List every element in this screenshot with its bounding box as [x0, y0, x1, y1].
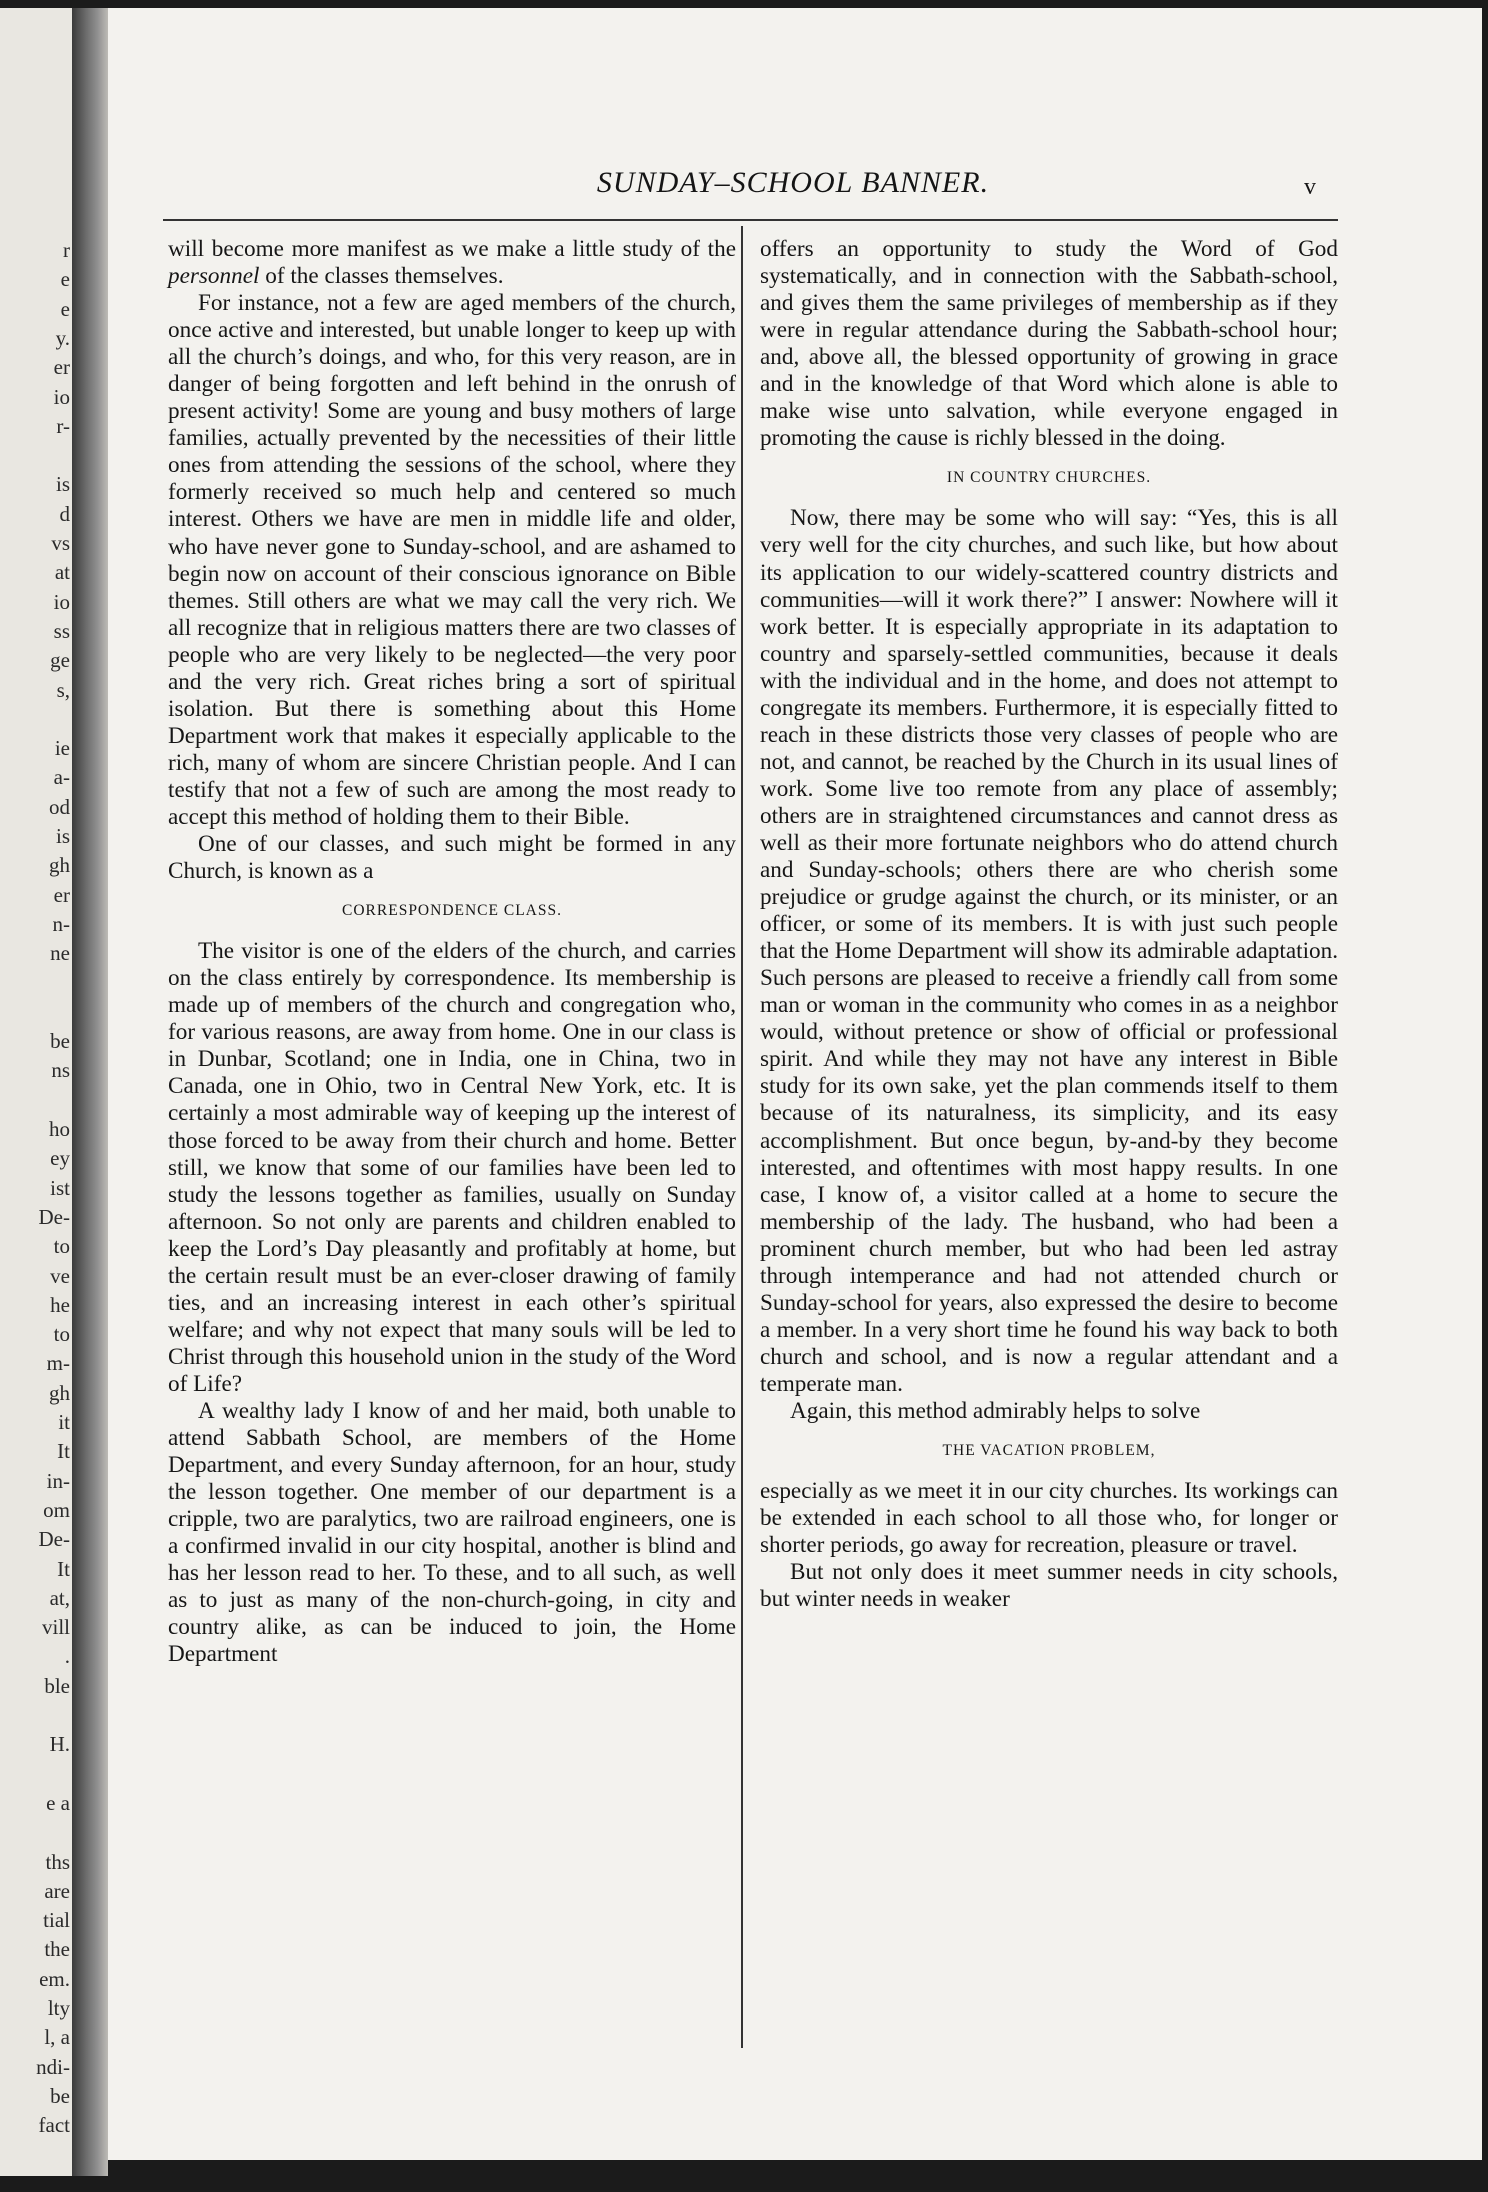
book-gutter [72, 8, 108, 2176]
header-rule [163, 219, 1338, 221]
facing-page-fragment: ve [50, 1263, 70, 1288]
facing-page-fragment: ie [54, 736, 70, 761]
facing-page-fragment: tial [43, 1908, 70, 1933]
page [108, 8, 1482, 2176]
facing-page-fragment: er [53, 355, 70, 380]
left-column [168, 236, 736, 1668]
facing-page-fragment: d [59, 501, 70, 526]
facing-page-fragment: em. [39, 1966, 70, 1991]
facing-page-fragment: om [43, 1497, 70, 1522]
facing-page-fragment: m- [46, 1351, 70, 1376]
section-heading: IN COUNTRY CHURCHES. [946, 469, 1152, 487]
facing-page-fragment: vs [51, 531, 70, 555]
page-title: SUNDAY–SCHOOL BANNER. [596, 166, 990, 199]
paragraph: For instance, not a few are aged members of the church, once active and interested, but unable longer to keep up with all the church’s doings, and who, for this very reason, are in danger of being forgotten and left behind in the onrush of present activity! Some are young and busy mothers of large families, actually prevented by the necessities of their little ones from attending the sessions of the school, where they formerly received so much help and centered so much interest. Others we have are men in middle life and older, who have never gone to Sunday-school, and are ashamed to begin now on account of their conscious ignorance on Bible themes. Still others are what we may call the very rich. We all recognize that in religious matters there are two classes of people who are very likely to be neglected—the very poor and the very rich. Great riches bring a sort of spiritual isolation. But there is something about this Home Department work that makes it especially applicable to the rich, many of whom are sincere Christian people. And I can testify that not a few of such are among the most ready to accept this method of holding them to their Bible. [168, 290, 736, 830]
facing-page-fragment: ns [51, 1058, 70, 1083]
facing-page-fragment: s, [56, 677, 70, 702]
facing-page-fragment: gh [49, 853, 70, 878]
facing-page-fragment: at, [49, 1585, 70, 1610]
facing-page-fragment: is [55, 472, 70, 497]
facing-page-fragment: it [58, 1410, 70, 1434]
facing-page-fragment: r [63, 238, 70, 262]
paragraph: offers an opportunity to study the Word of God systematically, and in connection with the Sabbath-school, and gives them the same privileges of membership as if they were in regular attendance during the Sabbath-school hour; and, above all, the blessed opportunity of growing in grace and in the knowledge of that Word which alone is able to make wise unto salvation, while everyone engaged in promoting the cause is richly blessed in the doing. [760, 236, 1338, 452]
facing-page-fragment: io [53, 589, 70, 614]
facing-page-fragment: he [50, 1292, 70, 1317]
facing-page-fragment: fact [38, 2113, 70, 2138]
right-column [760, 236, 1338, 1613]
facing-page-fragment: er [53, 882, 70, 907]
facing-page-fragment: e [60, 296, 70, 321]
facing-page-fragment: are [44, 1878, 70, 1903]
paragraph [168, 236, 736, 290]
facing-page-fragment: be [50, 2083, 70, 2108]
section-heading: THE VACATION PROBLEM, [942, 1442, 1156, 1460]
paragraph: The visitor is one of the elders of the church, and carries on the class entirely by correspondence. Its membership is made up of members of the church and congregation who, for various reasons, are away from home. One in our class is in Dunbar, Scotland; one in India, one in China, two in Canada, one in Ohio, two in Central New York, etc. It is certainly a most admirable way of keeping up the interest of those forced to be away from their church and home. Better still, we know that some of our families have been led to study the lessons together as families, usually on Sunday afternoon. So not only are parents and children enabled to keep the Lord’s Day pleasantly and profitably at home, but the certain result must be an ever-closer drawing of family ties, and an increasing interest in each other’s spiritual welfare; and why not expect that many souls will be led to Christ through this household union in the study of the Word of Life? [168, 938, 736, 1397]
facing-page-fragment: at [54, 560, 70, 585]
section-heading: CORRESPONDENCE CLASS. [342, 902, 562, 920]
facing-page-fragment: e a [46, 1790, 70, 1815]
facing-page-fragment: ss [53, 618, 70, 643]
facing-page-fragment: lty [47, 1996, 70, 2020]
paragraph: Again, this method admirably helps to solve [790, 1397, 1201, 1424]
facing-page-fragment: n- [52, 911, 70, 936]
emphasis: personnel [168, 263, 260, 290]
facing-page-fragment: ho [49, 1117, 70, 1141]
column-rule [741, 226, 743, 2048]
facing-page-fragment: H. [49, 1732, 70, 1757]
facing-page-fragment: De- [38, 1204, 70, 1229]
paragraph: especially as we meet it in our city churches. Its workings can be extended in each school to all those who, for longer or shorter periods, go away for recreation, pleasure or travel. [760, 1478, 1338, 1559]
facing-page-fragment: e [60, 267, 70, 292]
facing-page-fragment: od [49, 794, 70, 819]
facing-page-fragment: to [53, 1234, 70, 1259]
facing-page-fragment: in- [46, 1468, 70, 1493]
facing-page-fragment: l, a [44, 2025, 70, 2050]
page-number: v [1304, 174, 1316, 200]
facing-page-fragment: io [53, 384, 70, 409]
facing-page-fragment: to [53, 1322, 70, 1347]
facing-page-fragment: . [64, 1644, 70, 1669]
facing-page-fragment: ge [50, 648, 70, 673]
facing-page-fragment: ist [50, 1175, 70, 1200]
paragraph: Now, there may be some who will say: “Yes, this is all very well for the city churches, and such like, but how about its application to our widely-scattered country districts and communities—will it work there?” I answer: Nowhere will it work better. It is especially appropriate in its adaptation to country and sparsely-settled communities, because it deals with the individual and in the home, and does not attempt to congregate its members. Furthermore, it is especially fitted to reach in these districts those very classes of people who are not, and cannot, be reached by the Church in its usual lines of work. Some live too remote from any place of assembly; others are in straightened circumstances and cannot dress as well as their more fortunate neighbors who do attend church and Sunday-schools; others there are who cherish some prejudice or grudge against the church, or its minister, or an officer, or some of its members. It is with just such people that the Home Department will show its admirable adaptation. Such persons are pleased to receive a friendly call from some man or woman in the community who comes in as a neighbor would, without pretence or show of official or professional spirit. And while they may not have any interest in Bible study for its own sake, yet the plan commends itself to them because of its naturalness, its simplicity, and its easy accomplishment. But once begun, by-and-by they become interested, and oftentimes with most happy results. In one case, I know of, a visitor called at a home to secure the membership of the lady. The husband, who had been a prominent church member, but who had been led astray through intemperance and had not attended church or Sunday-school for years, also expressed the desire to become a member. In a very short time he found his way back to both church and school, and is now a regular attendant and a temperate man. [760, 505, 1338, 1397]
facing-page-fragment: r- [56, 413, 70, 438]
page-bottom-shadow [108, 2160, 1482, 2192]
facing-page-fragment: gh [49, 1380, 70, 1405]
facing-page-fragment: It [57, 1439, 70, 1464]
paragraph: But not only does it meet summer needs in city schools, but winter needs in weaker [760, 1559, 1338, 1613]
facing-page-fragment: be [50, 1029, 70, 1054]
facing-page-fragment: ne [50, 941, 70, 966]
paragraph: A wealthy lady I know of and her maid, both unable to attend Sabbath School, are members of the Home Department, and every Sunday afternoon, for an hour, study the lesson together. One member of our department is a cripple, two are paralytics, two are railroad engineers, one is a confirmed invalid in our city hospital, another is blind and has her lesson read to her. To these, and to all such, as well as to just as many of the non-church-going, in city and country alike, as can be induced to join, the Home Department [168, 1397, 736, 1668]
facing-page-fragment: De- [38, 1527, 70, 1552]
facing-page-fragment: ths [45, 1849, 70, 1874]
facing-page-edge [0, 8, 72, 2176]
facing-page-fragment: the [44, 1937, 70, 1962]
facing-page-fragment: vill [41, 1615, 70, 1640]
facing-page-fragment: ndi- [36, 2054, 70, 2079]
facing-page-fragment: ble [44, 1673, 70, 1698]
paragraph: One of our classes, and such might be formed in any Church, is known as a [168, 831, 736, 885]
facing-page-fragment: is [55, 824, 70, 848]
facing-page-fragment: a- [53, 765, 70, 790]
facing-page-fragment: y. [55, 325, 70, 350]
facing-page-fragment: It [57, 1556, 70, 1581]
facing-page-fragment: ey [50, 1146, 70, 1171]
paragraph-text: will become more manifest as we make a little study of the personnel of the classes themselves. [168, 236, 736, 290]
